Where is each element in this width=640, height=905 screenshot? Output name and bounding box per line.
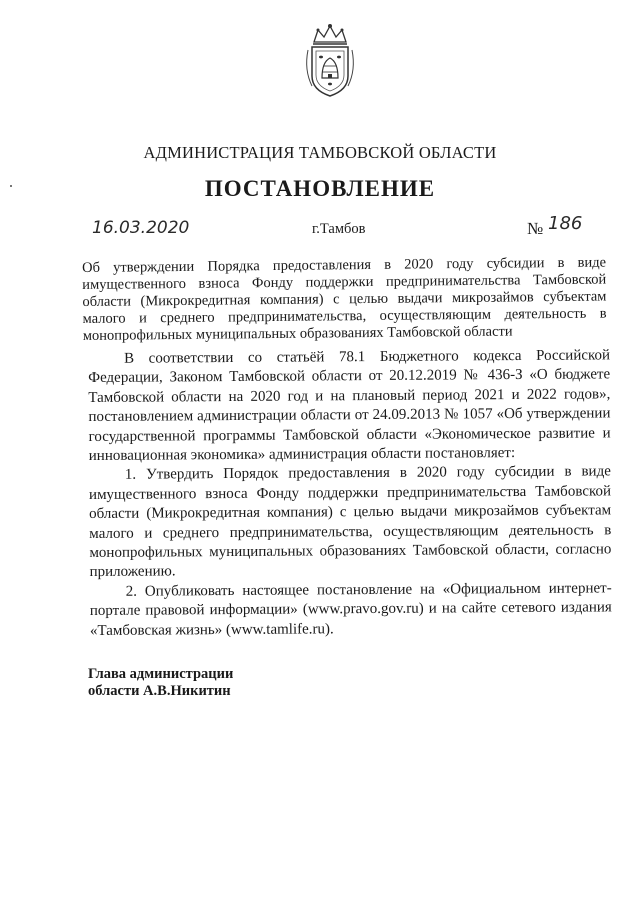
tambov-coat-of-arms-icon (300, 20, 360, 100)
preamble-paragraph: В соответствии со статьёй 78.1 Бюджетного кодекса Российской Федерации, Законом Тамбовской области от 20.12.2019 № 436-З «О бюджете Тамбовской области на 2020 год и на плановый период 2021 и 2022 годов», постановлением администрации области от 24.09.2013 № 1057 «Об утверждении государственной программы Тамбовской области «Экономическое развитие и инновационная экономика» администрация области постановляет: (88, 347, 611, 465)
document-body (88, 346, 612, 641)
document-type-title: ПОСТАНОВЛЕНИЕ (204, 176, 436, 201)
document-subject: Об утверждении Порядка предоставления в 2020 году субсидии в виде имущественного взноса Фонду поддержки предпринимательства Тамбовской области (Микрокредитная компания) с целью выдачи микрозаймов субъектам малого и среднего предпринимательства, осуществляющим деятельность в монопрофильных муниципальных образованиях Тамбовской области (82, 254, 607, 344)
item-1-paragraph: 1. Утвердить Порядок предоставления в 2020 году субсидии в виде имущественного взноса Фонду поддержки предпринимательства Тамбовской области (Микрокредитная компания) с целью выдачи микрозаймов субъектам малого и среднего предпринимательства, осуществляющим деятельность в монопрофильных муниципальных образованиях Тамбовской области, согласно приложению. (88, 463, 612, 581)
signature-position: Глава администрации (88, 666, 234, 682)
document-number: 186 (548, 213, 583, 234)
organization-name: АДМИНИСТРАЦИЯ ТАМБОВСКОЙ ОБЛАСТИ (143, 143, 497, 162)
number-sign: № (527, 219, 544, 238)
scan-margin-mark (10, 185, 12, 187)
document-date: 16.03.2020 (92, 218, 190, 238)
item-2-paragraph: 2. Опубликовать настоящее постановление на «Официальном интернет-портале правовой информации» (www.pravo.gov.ru) и на сайте сетевого издания «Тамбовская жизнь» (www.tamlife.ru). (89, 580, 612, 639)
signature-block (88, 666, 233, 700)
signature-name: области А.В.Никитин (88, 683, 231, 699)
document-city: г.Тамбов (312, 221, 366, 237)
